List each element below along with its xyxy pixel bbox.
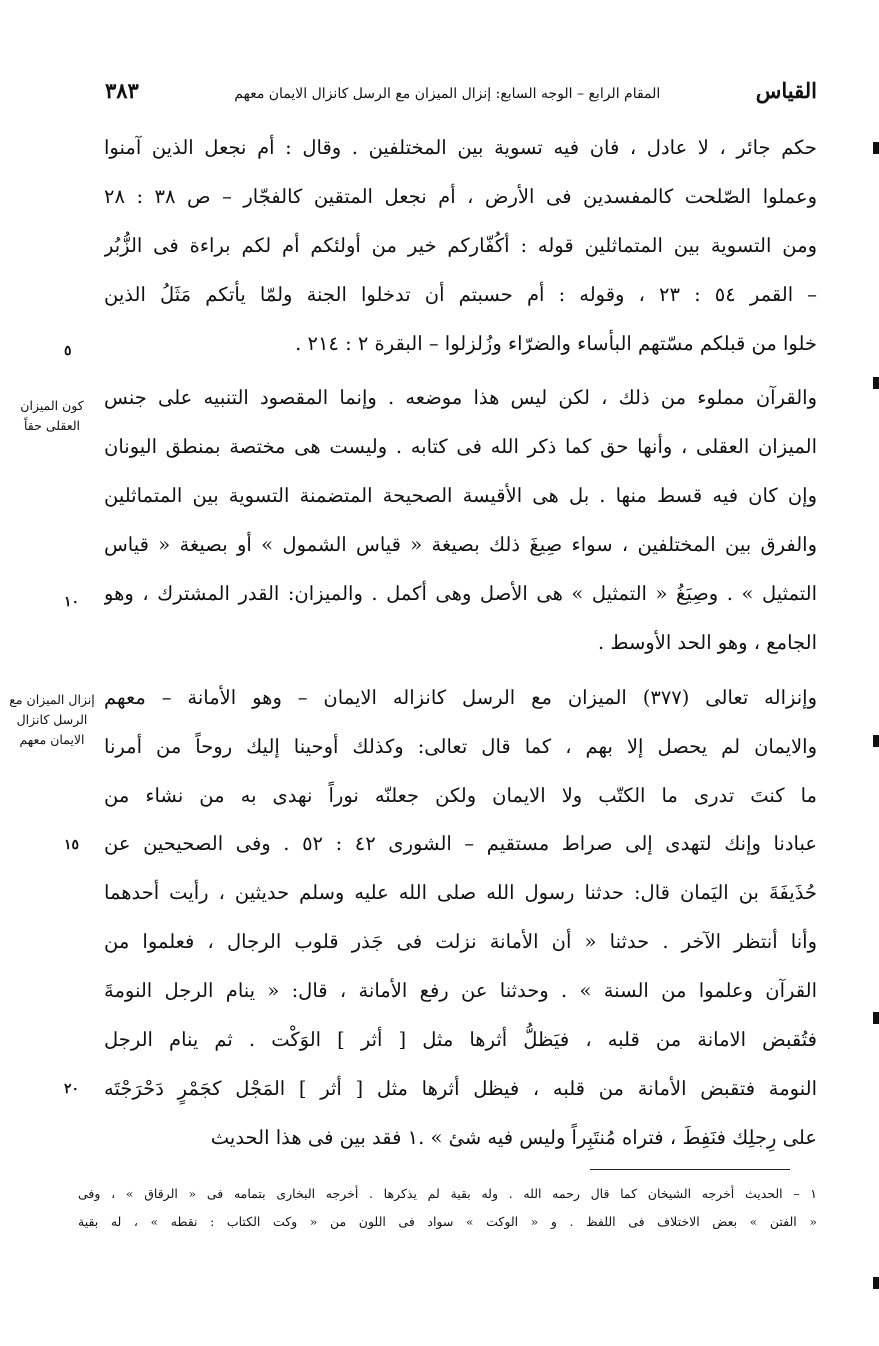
text-line: حُذَيفَةَ بن اليَمان قال: حدثنا رسول الله صلى الله عليه وسلم حديثين ، رأيت أحدهما (104, 881, 817, 905)
text-line: وإنزاله تعالى (٣٧٧) الميزان مع الرسل كانزاله الايمان – وهو الأمانة – معهم (104, 685, 817, 709)
text-line: – القمر ٥٤ : ٢٣ ، وقوله : أم حسبتم أن تدخلوا الجنة ولمّا يأتكم مَثَلُ الذين (104, 282, 817, 306)
text-line: ما كنتَ تدرى ما الكتّب ولا الايمان ولكن جعلنّه نوراً نهدى به من نشاء من (104, 783, 817, 807)
text-line: فتُقبض الامانة من قلبه ، فيَظلُّ أثرها مثل [ أثر ] الوَكْت . ثم ينام الرجل (104, 1028, 817, 1052)
margin-note: إنزال الميزان مع الرسل كانزال الايمان معهم (9, 692, 95, 747)
edge-mark (873, 735, 879, 747)
text-line: خلوا من قبلكم مسّتهم البأساء والضرّاء وزُلزلوا – البقرة ٢ : ٢١٤ . (295, 331, 817, 355)
text-line: وعملوا الصّلحت كالمفسدين فى الأرض ، أم نجعل المتقين كالفجّار – ص ٣٨ : ٢٨ (104, 184, 817, 208)
text-line: القرآن وعلموا من السنة » . وحدثنا عن رفع الأمانة ، قال: « ينام الرجل النومةَ (104, 979, 817, 1003)
text-line: النومة فتقبض الأمانة من قلبه ، فيظل أثرها مثل [ أثر ] المَجْل كجَمْرٍ دَحْرَجْتَه (104, 1076, 817, 1100)
edge-mark (873, 1012, 879, 1024)
section-topic: المقام الرابع – الوجه السابع: إنزال الميزان مع الرسل كانزال الايمان معهم (234, 86, 661, 102)
edge-mark (873, 1277, 879, 1289)
footnote-line: ١ – الحديث أخرجه الشيخان كما قال رحمه الله . وله بقية لم يذكرها . أخرجه البخارى بتمامه فى « الرقاق » ، وفى (78, 1186, 817, 1201)
text-line: الجامع ، وهو الحد الأوسط . (598, 630, 817, 654)
footnote-divider (590, 1169, 790, 1170)
footnotes (78, 1180, 817, 1236)
line-number: ٢٠ (64, 1081, 80, 1097)
page-number: ٣٨٣ (105, 78, 139, 103)
text-line: الميزان العقلى ، وأنها حق كما ذكر الله فى كتابه . وليست هى مختصة بمنطق اليونان (104, 435, 817, 459)
text-line: عبادنا وإنك لتهدى إلى صراط مستقيم – الشورى ٤٢ : ٥٢ . وفى الصحيحين عن (104, 832, 817, 856)
margin-note: كون الميزان العقلى حقاً (20, 398, 84, 433)
text-line: حكم جائر ، لا عادل ، فان فيه تسوية بين المختلفين . وقال : أم نجعل الذين آمنوا (104, 136, 817, 159)
line-number: ١٥ (64, 837, 80, 853)
text-line: على رِجلِك فنَفِطَ ، فتراه مُنتَبِراً وليس فيه شئ » .١ فقد بين فى هذا الحديث (210, 1125, 817, 1149)
text-line: والايمان لم يحصل إلا بهم ، كما قال تعالى: وكذلك أوحينا إليك روحاً من أمرنا (104, 734, 817, 758)
line-number: ١٠ (64, 594, 80, 610)
text-line: وإن كان فيه قسط منها . بل هى الأقيسة الصحيحة المتضمنة التسوية بين المتماثلين (104, 484, 817, 508)
running-header (105, 78, 817, 112)
text-line: التمثيل » . وصِيَغُ « التمثيل » هى الأصل وهى أكمل . والميزان: القدر المشترك ، وهو (104, 582, 817, 606)
book-title: القياس (755, 78, 817, 103)
footnote-line: « الفتن » بعض الاختلاف فى اللفظ . و « الوكت » سواد فى اللون من « وكت الكتاب : نقطه » ، له بقية (78, 1214, 817, 1229)
text-line: ومن التسوية بين المتماثلين قوله : أكُفّاركم خير من أولئكم أم لكم براءة فى الزُّبُر (104, 233, 817, 257)
line-number: ٥ (64, 343, 72, 359)
edge-mark (873, 377, 879, 389)
edge-mark (873, 142, 879, 154)
main-text (104, 124, 817, 1163)
text-line: والفرق بين المختلفين ، سواء صِيغَ ذلك بصيغة « قياس الشمول » أو بصيغة « قياس (104, 533, 817, 557)
text-line: والقرآن مملوء من ذلك ، لكن ليس هذا موضعه . وإنما المقصود التنبيه على جنس (104, 386, 817, 410)
text-line: وأنا أنتظر الآخر . حدثنا « أن الأمانة نزلت فى جَذر قلوب الرجال ، فعلموا من (104, 930, 817, 954)
